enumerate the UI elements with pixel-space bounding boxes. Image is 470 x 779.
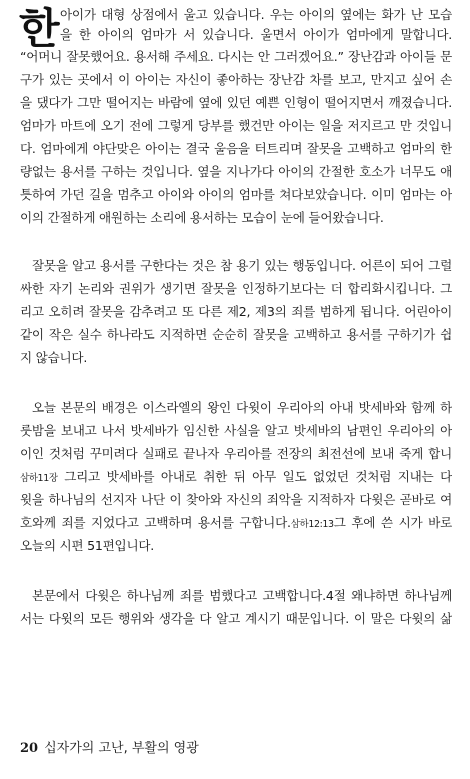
paragraph-1-line-5: 을 댔다가 그만 떨어지는 바람에 옆에 있던 예쁜 인형이 떨어지면서 깨졌습니다. [20,95,452,110]
scripture-reference: 삼하11장 [20,473,58,484]
book-title: 십자가의 고난, 부활의 영광 [44,741,199,756]
paragraph-1-line-2: 을 한 아이의 엄마가 서 있습니다. 울면서 아이가 엄마에게 말합니다. [60,27,452,42]
paragraph-1-line-9: 틋하여 가던 길을 멈추고 아이와 아이의 엄마를 쳐다보았습니다. 이미 엄마는 아 [20,187,452,202]
paragraph-3-line-4 [20,467,452,487]
paragraph-3-line-5: 윗을 하나님의 선지자 나단 이 찾아와 자신의 죄악을 지적하자 다윗은 곧바로 여 [20,492,452,507]
paragraph-1-line-8: 량없는 용서를 구하는 것입니다. 옆을 지나가다 아이의 간절한 호소가 너무도 애 [20,164,452,179]
paragraph-1-line-4: 구가 있는 곳에서 이 아이는 자신이 좋아하는 장난감 차를 보고, 만지고 싶어 손 [20,72,452,87]
paragraph-1-line-7: 다. 엄마에게 야단맞은 아이는 결국 울음을 터트리며 잘못을 고백하고 엄마의 한 [20,141,452,156]
paragraph-2-line-5: 지 않습니다. [20,350,88,365]
paragraph-4-line-2: 서는 다윗의 모든 행위와 생각을 다 알고 계시기 때문입니다. 이 말은 다윗의 삶 [20,611,452,626]
paragraph-3-line-4-text: 그리고 밧세바를 아내로 취한 뒤 아무 일도 없었던 것처럼 지내는 다 [57,469,452,484]
paragraph-2-line-3: 리고 오히려 잘못을 감추려고 또 다른 제2, 제3의 죄를 범하게 됩니다. 어린아이 [20,304,452,319]
paragraph-3-line-7: 오늘의 시편 51편입니다. [20,538,155,553]
paragraph-1-line-10: 이의 간절하게 애원하는 소리에 용서하는 모습이 눈에 들어왔습니다. [20,210,384,225]
paragraph-1-line-3: “어머니 잘못했어요. 용서해 주세요. 다시는 안 그러겠어요.” 장난감과 아이들 문 [20,49,452,64]
paragraph-2-line-1: 잘못을 알고 용서를 구한다는 것은 참 용기 있는 행동입니다. 어른이 되어 그럴 [32,258,452,273]
paragraph-2-line-4: 같이 작은 실수 하나라도 지적하면 순순히 잘못을 고백하고 용서를 구하기가 쉽 [20,327,452,342]
paragraph-1-line-6: 엄마가 마트에 오기 전에 그렇게 당부를 했건만 아이는 일을 저지르고 만 것입니 [20,118,452,133]
paragraph-3-line-6 [20,513,452,533]
page-number: 20 [20,741,39,756]
page-footer [20,740,199,758]
paragraph-3-line-1: 오늘 본문의 배경은 이스라엘의 왕인 다윗이 우리아의 아내 밧세바와 함께 하 [32,400,452,415]
scripture-reference: 삼하12:13 [290,519,334,530]
drop-cap: 한 [19,4,60,53]
paragraph-3-line-3: 이인 것처럼 꾸미려다 실패로 끝나자 우리아를 전장의 최전선에 보내 죽게 합니 [20,446,452,461]
paragraph-4-line-1: 본문에서 다윗은 하나님께 죄를 범했다고 고백합니다.4절 왜냐하면 하나님께 [32,588,452,603]
paragraph-1-line-1: 아이가 대형 상점에서 울고 있습니다. 우는 아이의 옆에는 화가 난 모습 [60,7,452,22]
paragraph-3-line-6-text-after: 그 후에 쓴 시가 바로 [333,515,452,530]
paragraph-2-line-2: 싸한 자기 논리와 권위가 생기면 잘못을 인정하기보다는 더 합리화시킵니다. 그 [20,281,452,296]
paragraph-3-line-6-text: 호와께 죄를 지었다고 고백하며 용서를 구합니다. [20,515,291,530]
paragraph-3-line-2: 룻밤을 보내고 나서 밧세바가 임신한 사실을 알고 밧세바의 남편인 우리아의 아 [20,423,452,438]
